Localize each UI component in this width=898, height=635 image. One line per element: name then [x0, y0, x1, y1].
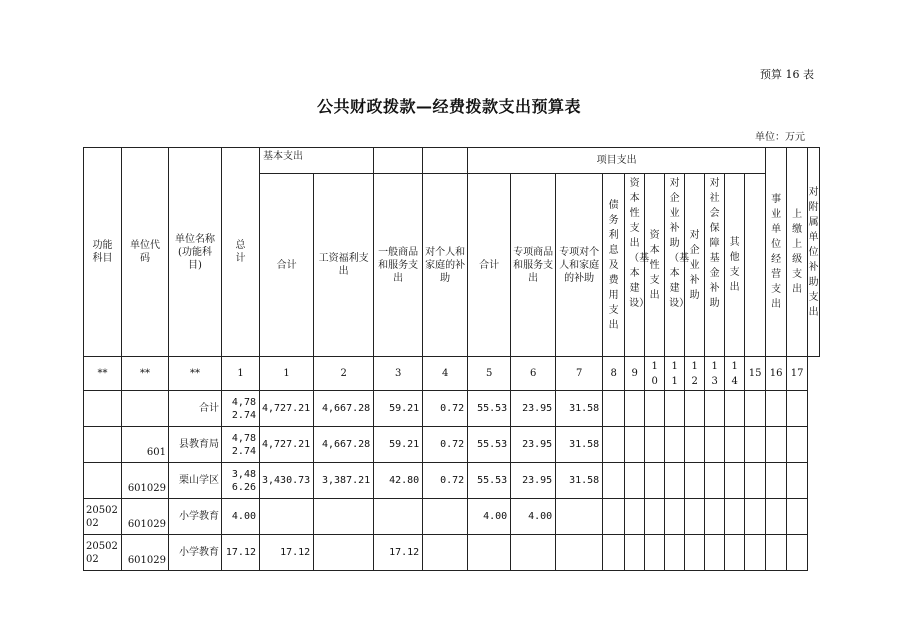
cell-name: 小学教育 [169, 535, 222, 571]
col-debt: 债务利息及费用支出 [603, 174, 625, 357]
table-row [84, 427, 820, 463]
empty-cell [725, 463, 745, 499]
empty-cell [665, 499, 685, 535]
col-func-code: 功能科目 [84, 148, 122, 357]
index-cell: 3 [374, 357, 423, 391]
empty-cell [745, 391, 766, 427]
cell-special-goods: 23.95 [511, 391, 556, 427]
empty-cell [705, 463, 725, 499]
empty-cell [705, 427, 725, 463]
empty-cell [787, 535, 808, 571]
empty-cell [625, 391, 645, 427]
cell-func [84, 391, 122, 427]
cell-basic-sum: 3,430.73 [260, 463, 314, 499]
cell-total: 4,782.74 [222, 391, 260, 427]
cell-special-goods: 23.95 [511, 463, 556, 499]
empty-cell [665, 535, 685, 571]
cell-code: 601029 [122, 499, 169, 535]
cell-special-goods: 4.00 [511, 499, 556, 535]
index-cell: 1 [222, 357, 260, 391]
empty-cell [645, 499, 665, 535]
cell-code: 601029 [122, 535, 169, 571]
empty-cell [745, 463, 766, 499]
index-cell: 9 [625, 357, 645, 391]
cell-personal: 0.72 [423, 391, 468, 427]
col-capital: 资本性支出 [645, 174, 665, 357]
col-total: 总计 [222, 148, 260, 357]
cell-special-goods [511, 535, 556, 571]
index-cell: 10 [645, 357, 665, 391]
cell-basic-sum: 4,727.21 [260, 391, 314, 427]
col-special-personal: 专项对个人和家庭的补助 [556, 174, 603, 357]
cell-code [122, 391, 169, 427]
empty-cell [645, 427, 665, 463]
cell-salary [314, 499, 374, 535]
empty-cell [725, 391, 745, 427]
cell-basic-sum [260, 499, 314, 535]
table-row [84, 535, 820, 571]
cell-special-personal [556, 535, 603, 571]
col-social: 对社会保障基金补助 [705, 174, 725, 357]
empty-cell [603, 391, 625, 427]
col-goods: 一般商品和服务支出 [374, 174, 423, 357]
cell-personal [423, 535, 468, 571]
empty-cell [745, 499, 766, 535]
empty-cell [725, 499, 745, 535]
col-enterprise-build: 对企业补助（基本建设） [665, 174, 685, 357]
empty-cell [705, 535, 725, 571]
cell-personal: 0.72 [423, 463, 468, 499]
cell-proj-sum: 4.00 [468, 499, 511, 535]
cell-special-personal: 31.58 [556, 391, 603, 427]
col-basic-sum: 合计 [260, 174, 314, 357]
index-row [84, 357, 820, 391]
cell-proj-sum: 55.53 [468, 427, 511, 463]
col-capital-build: 资本性支出（基本建设） [625, 174, 645, 357]
col-biz-unit: 事业单位经营支出 [766, 148, 787, 357]
cell-name: 小学教育 [169, 499, 222, 535]
empty-cell [603, 499, 625, 535]
empty-cell [625, 535, 645, 571]
empty-cell [787, 391, 808, 427]
col-subsidiary: 对附属单位补助支出 [808, 148, 820, 357]
cell-total: 4.00 [222, 499, 260, 535]
index-cell: 8 [603, 357, 625, 391]
col-personal: 对个人和家庭的补助 [423, 174, 468, 357]
cell-func: 20502 02 [84, 499, 122, 535]
cell-name: 合计 [169, 391, 222, 427]
empty-cell [603, 427, 625, 463]
group-basic: 基本支出 [260, 148, 374, 174]
index-cell: 17 [787, 357, 808, 391]
empty-cell [625, 499, 645, 535]
col-unit-code: 单位代码 [122, 148, 169, 357]
index-cell: ** [122, 357, 169, 391]
index-cell: 5 [468, 357, 511, 391]
cell-basic-sum: 4,727.21 [260, 427, 314, 463]
page-title: 公共财政拨款—经费拨款支出预算表 [316, 97, 581, 116]
index-cell: 6 [511, 357, 556, 391]
empty-cell [685, 535, 705, 571]
cell-salary: 4,667.28 [314, 391, 374, 427]
empty-cell [705, 391, 725, 427]
empty-cell [645, 463, 665, 499]
cell-name: 县教育局 [169, 427, 222, 463]
empty-cell [645, 391, 665, 427]
cell-salary [314, 535, 374, 571]
empty-cell [766, 463, 787, 499]
cell-personal: 0.72 [423, 427, 468, 463]
index-cell: 11 [665, 357, 685, 391]
group-blank-1 [374, 148, 423, 174]
cell-code: 601 [122, 427, 169, 463]
empty-cell [705, 499, 725, 535]
budget-table [83, 147, 820, 571]
index-cell: 13 [705, 357, 725, 391]
cell-func [84, 427, 122, 463]
col-upper: 上缴上级支出 [787, 148, 808, 357]
index-cell: 7 [556, 357, 603, 391]
col-other: 其他支出 [725, 174, 745, 357]
index-cell: ** [84, 357, 122, 391]
index-cell: 16 [766, 357, 787, 391]
empty-cell [665, 463, 685, 499]
cell-goods: 59.21 [374, 427, 423, 463]
cell-goods [374, 499, 423, 535]
empty-cell [685, 391, 705, 427]
cell-total: 4,782.74 [222, 427, 260, 463]
table-row [84, 463, 820, 499]
cell-salary: 3,387.21 [314, 463, 374, 499]
empty-cell [766, 391, 787, 427]
col-enterprise: 对企业补助 [685, 174, 705, 357]
empty-cell [685, 463, 705, 499]
cell-special-personal: 31.58 [556, 427, 603, 463]
index-cell: 15 [745, 357, 766, 391]
col-salary: 工资福利支出 [314, 174, 374, 357]
cell-func: 20502 02 [84, 535, 122, 571]
index-cell: ** [169, 357, 222, 391]
cell-personal [423, 499, 468, 535]
empty-cell [685, 427, 705, 463]
col-unit-name: 单位名称(功能科目) [169, 148, 222, 357]
empty-cell [645, 535, 665, 571]
unit-label: 单位：万元 [755, 132, 805, 143]
cell-basic-sum: 17.12 [260, 535, 314, 571]
cell-total: 3,486.26 [222, 463, 260, 499]
empty-cell [725, 427, 745, 463]
index-cell: 1 [260, 357, 314, 391]
table-row [84, 391, 820, 427]
cell-special-personal [556, 499, 603, 535]
empty-cell [685, 499, 705, 535]
cell-goods: 17.12 [374, 535, 423, 571]
index-cell: 2 [314, 357, 374, 391]
index-cell: 4 [423, 357, 468, 391]
empty-cell [625, 427, 645, 463]
empty-cell [745, 535, 766, 571]
empty-cell [787, 463, 808, 499]
group-blank-2 [423, 148, 468, 174]
empty-cell [725, 535, 745, 571]
empty-cell [603, 463, 625, 499]
cell-total: 17.12 [222, 535, 260, 571]
cell-proj-sum: 55.53 [468, 463, 511, 499]
cell-special-personal: 31.58 [556, 463, 603, 499]
empty-cell [766, 427, 787, 463]
empty-cell [766, 535, 787, 571]
cell-salary: 4,667.28 [314, 427, 374, 463]
cell-proj-sum [468, 535, 511, 571]
empty-cell [766, 499, 787, 535]
empty-cell [745, 427, 766, 463]
cell-proj-sum: 55.53 [468, 391, 511, 427]
index-cell: 12 [685, 357, 705, 391]
empty-cell [787, 427, 808, 463]
cell-name: 栗山学区 [169, 463, 222, 499]
cell-goods: 42.80 [374, 463, 423, 499]
col-special-goods: 专项商品和服务支出 [511, 174, 556, 357]
empty-cell [665, 391, 685, 427]
col-proj-sum: 合计 [468, 174, 511, 357]
cell-code: 601029 [122, 463, 169, 499]
cell-goods: 59.21 [374, 391, 423, 427]
form-number: 预算 16 表 [760, 68, 814, 81]
cell-func [84, 463, 122, 499]
group-project: 项目支出 [468, 148, 766, 174]
empty-cell [603, 535, 625, 571]
cell-special-goods: 23.95 [511, 427, 556, 463]
empty-cell [625, 463, 645, 499]
empty-cell [665, 427, 685, 463]
empty-cell [787, 499, 808, 535]
table-row [84, 499, 820, 535]
index-cell: 14 [725, 357, 745, 391]
